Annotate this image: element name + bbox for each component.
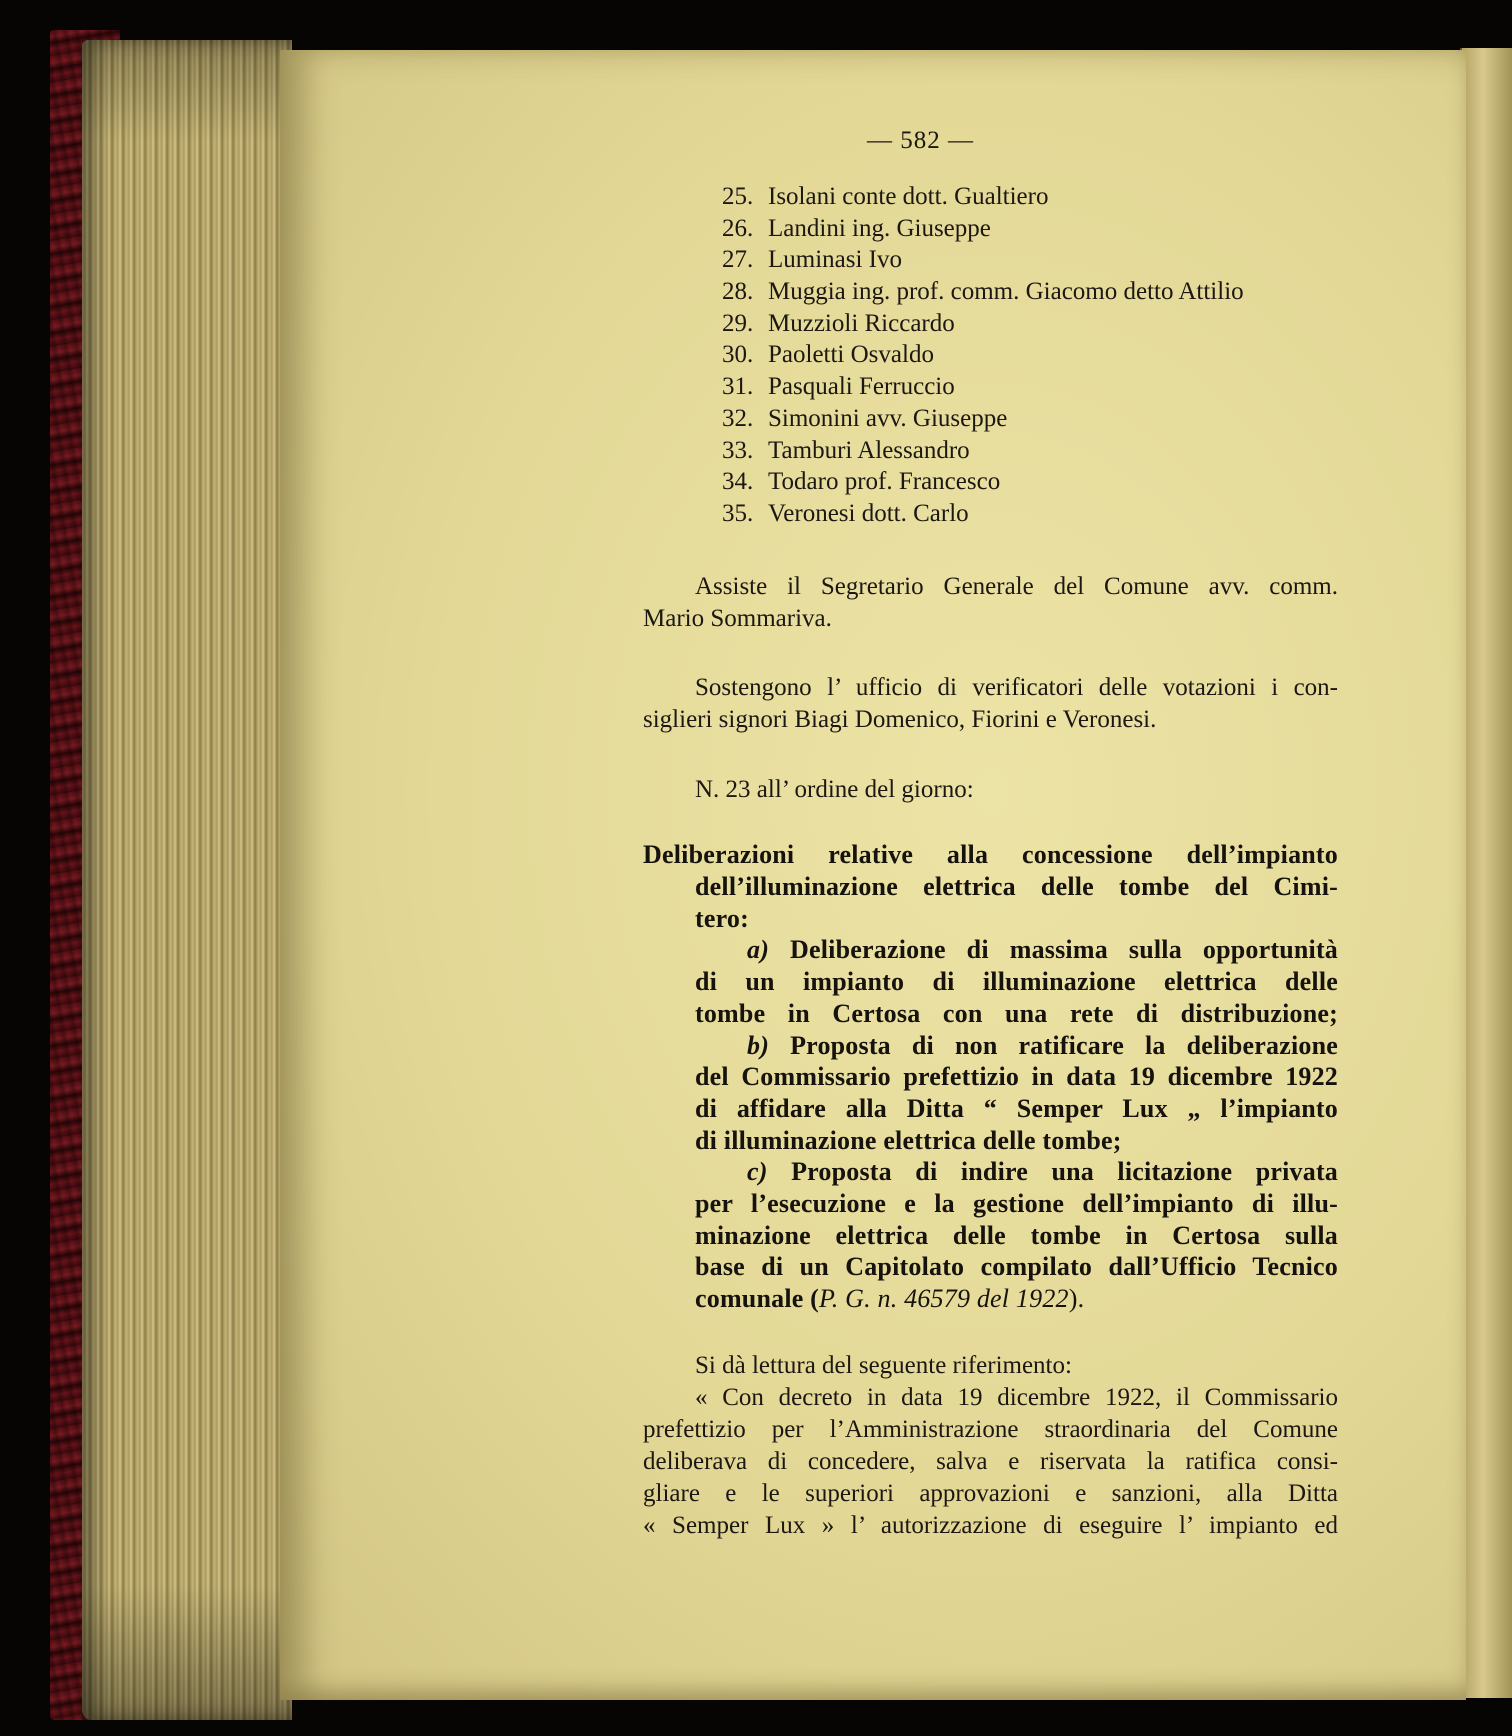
list-item: 28. Muggia ing. prof. comm. Giacomo detto Attilio xyxy=(722,278,1244,306)
list-item: 31. Pasquali Ferruccio xyxy=(722,373,955,401)
lettura-paragraph: Si dà lettura del seguente riferimento: « Con decreto in data 19 dicembre 1922, il Commissario prefettizio per l’Amministrazione straordinaria del Comune deliberava di concedere, salva e riservata la ratifica consi- gliare e le superiori approvazioni e sanzioni, alla Ditta « Semper Lux » l’ autorizzazione di eseguire l’ impianto ed xyxy=(643,1352,1338,1539)
page-edges xyxy=(82,40,292,1720)
facing-page-edge xyxy=(1460,48,1512,1698)
member-list xyxy=(722,181,1244,530)
item-a: a) Deliberazione di massima sulla opportunità xyxy=(747,935,1339,965)
item-c-reference: comunale (P. G. n. 46579 del 1922). xyxy=(695,1284,1085,1314)
list-item: 35. Veronesi dott. Carlo xyxy=(722,499,969,527)
deliberazioni-heading-cont: dell’illuminazione elettrica delle tombe del Cimi- tero: a) Deliberazione di massima sulla opportunità di un impianto di illuminazione elettrica delle tombe in Certosa con una rete di distribuzione; b) Proposta di non ratificare la deliberazione del Commissario prefettizio in data 19 dicembre 1922 di affidare alla Ditta “ Semper Lux „ l’impianto di illuminazione elettrica delle tombe; c) Proposta di indire una licitazione privata per l’esecuzione e la gestione dell’impianto di illu- minazione elettrica delle tombe in Certosa sulla base di un Capitolato compilato dall’Ufficio Tecnico comunale (P. G. n. 46579 del 1922). xyxy=(695,872,1339,1314)
list-item: 25. Isolani conte dott. Gualtiero xyxy=(722,183,1049,210)
list-item: 33. Tamburi Alessandro xyxy=(722,436,970,464)
assiste-paragraph: Assiste il Segretario Generale del Comune avv. comm. Mario Sommariva. xyxy=(643,573,1338,632)
list-item: 26. Landini ing. Giuseppe xyxy=(722,214,991,242)
ordine-del-giorno: N. 23 all’ ordine del giorno: xyxy=(695,776,974,803)
deliberazioni-heading: Deliberazioni relative alla concessione dell’impianto xyxy=(643,840,1338,869)
list-item: 30. Paoletti Osvaldo xyxy=(722,341,934,369)
list-item: 32. Simonini avv. Giuseppe xyxy=(722,404,1008,432)
list-item: 34. Todaro prof. Francesco xyxy=(722,468,1001,496)
item-b: b) Proposta di non ratificare la deliberazione xyxy=(747,1030,1339,1060)
list-item: 27. Luminasi Ivo xyxy=(722,246,903,274)
item-c: c) Proposta di indire una licitazione privata xyxy=(747,1157,1338,1187)
list-item: 29. Muzzioli Riccardo xyxy=(722,309,955,337)
verificatori-paragraph: Sostengono l’ ufficio di verificatori delle votazioni i con- siglieri signori Biagi Domenico, Fiorini e Veronesi. xyxy=(643,674,1338,733)
page-number: — 582 — xyxy=(867,127,974,154)
